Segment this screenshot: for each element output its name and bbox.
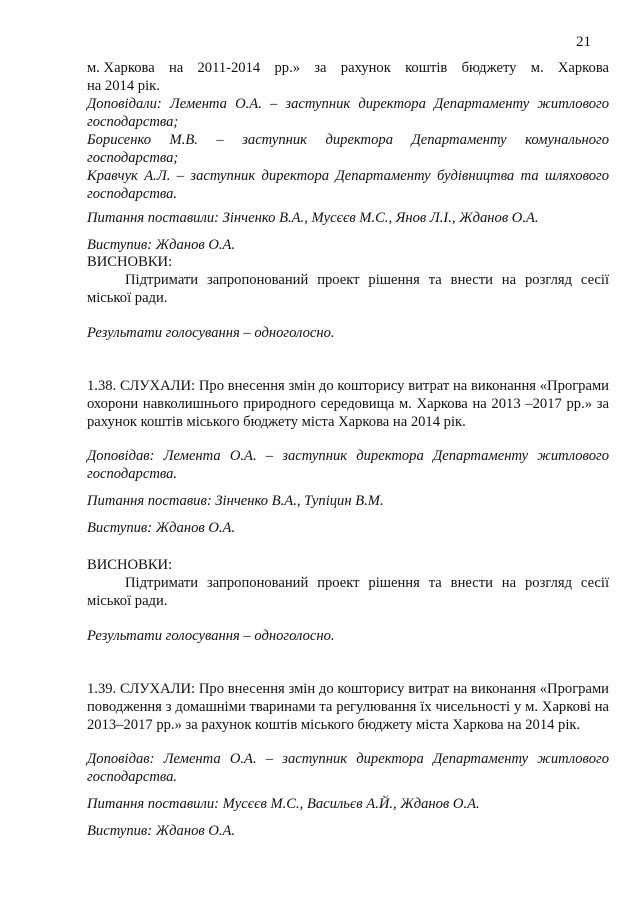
sec137-line1 — [87, 59, 609, 77]
sec137-line1-word: бюджету — [461, 60, 517, 76]
sec137-tail — [87, 59, 609, 95]
sec138-reporter: Доповідав: Лемента О.А. – заступник директора Департаменту житлового господарства. — [87, 448, 609, 482]
sec137-line1-word: коштів — [405, 60, 448, 76]
sec137-speech: Виступив: Жданов О.А. — [87, 237, 236, 253]
sec138-vote: Результати голосування – одноголосно. — [87, 628, 335, 644]
sec137-reporters — [87, 95, 609, 203]
sec138-conclusions-label: ВИСНОВКИ: — [87, 557, 173, 573]
sec137-line1-word: рахунок — [340, 60, 391, 76]
sec137-line1-word: м. Харкова — [87, 60, 155, 76]
sec138-heading: 1.38. СЛУХАЛИ: Про внесення змін до кошторису витрат на виконання «Програми охорони навколишнього природного середовища м. Харкова на 2013 –2017 рр.» за рахунок коштів міського бюджету міста Харкова на 2014 рік. — [87, 378, 609, 430]
sec137-line1-word: м. — [530, 60, 544, 76]
sec139-questions: Питання поставили: Мусєєв М.С., Васильєв А.Й., Жданов О.А. — [87, 796, 480, 812]
sec138-questions: Питання поставив: Зінченко В.А., Тупіцин В.М. — [87, 493, 384, 509]
sec139-reporter: Доповідав: Лемента О.А. – заступник директора Департаменту житлового господарства. — [87, 751, 609, 785]
sec137-line1-word: Харкова — [557, 60, 609, 76]
sec137-conclusion: Підтримати запропонований проект рішення та внести на розгляд сесії міської ради. — [87, 272, 609, 306]
sec137-reporter3: Кравчук А.Л. – заступник директора Департаменту будівництва та шляхового господарства. — [87, 168, 609, 202]
sec139-heading: 1.39. СЛУХАЛИ: Про внесення змін до кошторису витрат на виконання «Програми поводження з домашніми тваринами та регулювання їх чисельності у м. Харкові на 2013–2017 рр.» за рахунок коштів міського бюджету міста Харкова на 2014 рік. — [87, 681, 609, 733]
sec137-line1-word: за — [314, 60, 327, 76]
sec137-vote: Результати голосування – одноголосно. — [87, 325, 335, 341]
sec137-questions: Питання поставили: Зінченко В.А., Мусєєв М.С., Янов Л.І., Жданов О.А. — [87, 210, 539, 226]
sec137-conclusions-label: ВИСНОВКИ: — [87, 254, 173, 270]
sec139-speech: Виступив: Жданов О.А. — [87, 823, 236, 839]
sec137-line1-word: рр.» — [274, 60, 301, 76]
sec137-reporter2: Борисенко М.В. – заступник директора Департаменту комунального господарства; — [87, 132, 609, 166]
page-number: 21 — [576, 34, 591, 50]
sec137-line1-word: 2011-2014 — [197, 60, 261, 76]
sec137-line2: на 2014 рік. — [87, 78, 160, 94]
sec137-line1-word: на — [168, 60, 184, 76]
sec137-reporter1: Доповідали: Лемента О.А. – заступник директора Департаменту житлового господарства; — [87, 96, 609, 130]
sec138-conclusion: Підтримати запропонований проект рішення та внести на розгляд сесії міської ради. — [87, 575, 609, 609]
sec138-speech: Виступив: Жданов О.А. — [87, 520, 236, 536]
